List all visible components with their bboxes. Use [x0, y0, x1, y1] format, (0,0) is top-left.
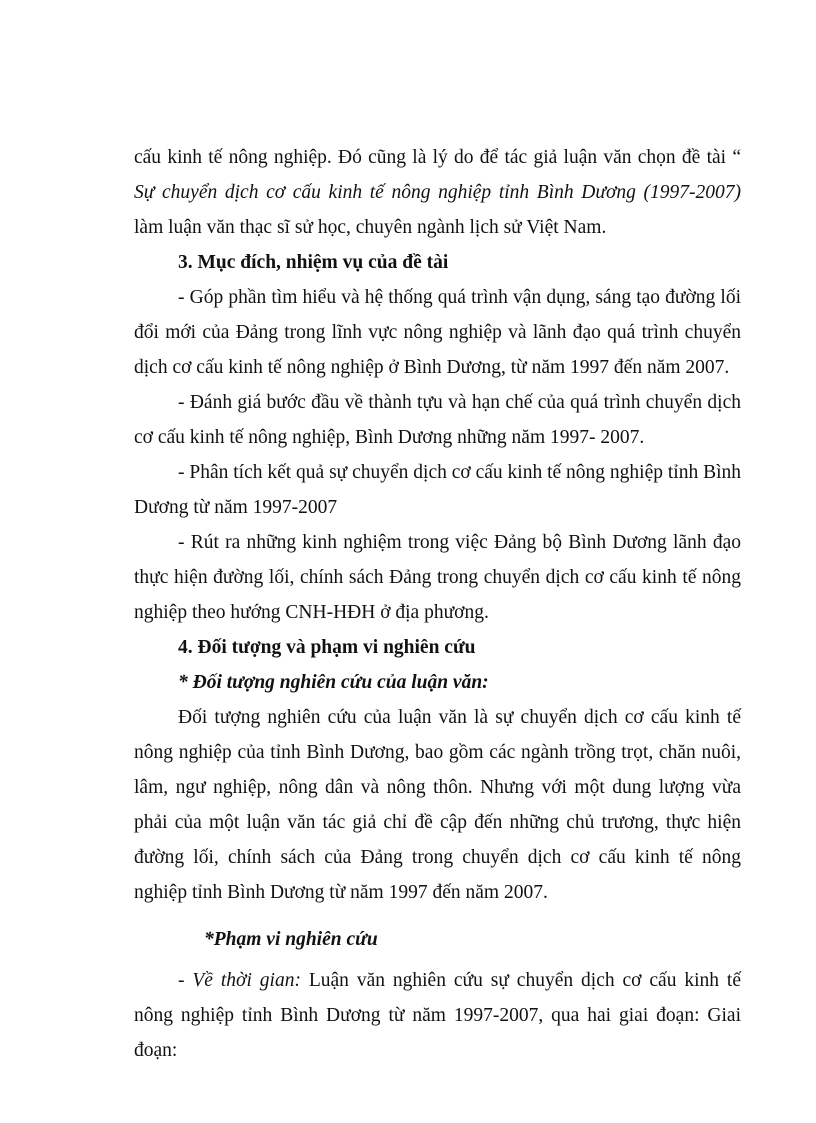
purpose-item-3: - Phân tích kết quả sự chuyển dịch cơ cấu kinh tế nông nghiệp tỉnh Bình Dương từ năm 1997-2007	[134, 462, 741, 518]
purpose-item-1: - Góp phần tìm hiểu và hệ thống quá trình vận dụng, sáng tạo đường lối đổi mới của Đảng trong lĩnh vực nông nghiệp và lãnh đạo quá trình chuyển dịch cơ cấu kinh tế nông nghiệp ở Bình Dương, từ năm 1997 đến năm 2007.	[134, 287, 741, 378]
intro-paragraph	[134, 140, 741, 245]
purpose-item-2: - Đánh giá bước đầu về thành tựu và hạn chế của quá trình chuyển dịch cơ cấu kinh tế nông nghiệp, Bình Dương những năm 1997- 2007.	[134, 392, 741, 448]
scope-time-paragraph	[134, 963, 741, 1068]
section-heading-scope: 4. Đối tượng và phạm vi nghiên cứu	[178, 637, 476, 658]
section-heading-purpose: 3. Mục đích, nhiệm vụ của đề tài	[178, 252, 449, 273]
thesis-title: Sự chuyển dịch cơ cấu kinh tế nông nghiệp tỉnh Bình Dương (1997-2007)	[134, 182, 741, 203]
purpose-item-4: - Rút ra những kinh nghiệm trong việc Đảng bộ Bình Dương lãnh đạo thực hiện đường lối, chính sách Đảng trong chuyển dịch cơ cấu kinh tế nông nghiệp theo hướng CNH-HĐH ở địa phương.	[134, 532, 741, 623]
intro-text-end: làm luận văn thạc sĩ sử học, chuyên ngành lịch sử Việt Nam.	[134, 217, 607, 238]
subheading-research-object: * Đối tượng nghiên cứu của luận văn:	[178, 672, 489, 693]
research-object-paragraph: Đối tượng nghiên cứu của luận văn là sự chuyển dịch cơ cấu kinh tế nông nghiệp của tỉnh Bình Dương, bao gồm các ngành trồng trọt, chăn nuôi, lâm, ngư nghiệp, nông dân và nông thôn. Nhưng với một dung lượng vừa phải của một luận văn tác giả chỉ đề cập đến những chủ trương, thực hiện đường lối, chính sách của Đảng trong chuyển dịch cơ cấu kinh tế nông nghiệp tỉnh Bình Dương từ năm 1997 đến năm 2007.	[134, 707, 741, 903]
scope-time-label: - Về thời gian:	[178, 970, 301, 991]
intro-text-start: cấu kinh tế nông nghiệp. Đó cũng là lý do để tác giả luận văn chọn đề tài “	[134, 147, 741, 168]
scope-time-text: Luận văn nghiên cứu sự chuyển dịch cơ cấu kinh tế nông nghiệp tỉnh Bình Dương từ năm 1997-2007, qua hai giai đoạn: Giai đoạn:	[134, 970, 741, 1061]
document-body	[134, 140, 741, 1068]
subheading-research-scope: *Phạm vi nghiên cứu	[204, 929, 378, 950]
